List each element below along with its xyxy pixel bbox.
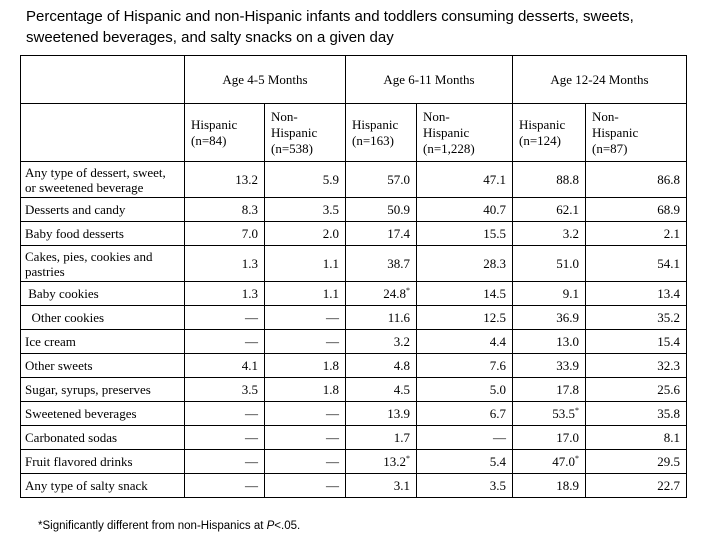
- value-cell: [265, 330, 346, 354]
- cell-value: 18.9: [556, 477, 579, 493]
- subheader-line: Non-: [592, 108, 619, 124]
- value-cell: [586, 306, 687, 330]
- cell-value: 53.5: [552, 405, 575, 421]
- value-cell: [417, 450, 513, 474]
- cell-value: 13.0: [556, 333, 579, 349]
- subheader-cell: [265, 104, 346, 162]
- cell-value: 28.3: [483, 255, 506, 271]
- page-title: Percentage of Hispanic and non-Hispanic infants and toddlers consuming desserts, sweets, sweetened beverages, and salty snacks on a given day: [26, 8, 634, 46]
- value-cell: [586, 162, 687, 198]
- cell-value: 1.8: [322, 357, 339, 373]
- cell-value: 86.8: [657, 171, 680, 187]
- cell-value: 7.6: [489, 357, 506, 373]
- cell-value: 13.2: [383, 453, 406, 469]
- value-cell: [265, 246, 346, 282]
- cell-value: —: [245, 477, 258, 493]
- value-cell: [417, 246, 513, 282]
- value-cell: [265, 450, 346, 474]
- value-cell: [417, 162, 513, 198]
- cell-value: 3.1: [393, 477, 410, 493]
- row-label: Baby food desserts: [21, 222, 185, 246]
- row-label: Carbonated sodas: [21, 426, 185, 450]
- cell-value: —: [326, 309, 339, 325]
- row-label: Sugar, syrups, preserves: [21, 378, 185, 402]
- cell-value: 8.3: [241, 201, 258, 217]
- table-row: [21, 426, 687, 450]
- cell-value: 17.8: [556, 381, 579, 397]
- value-cell: [586, 474, 687, 498]
- cell-value: 13.4: [657, 285, 680, 301]
- value-cell: [513, 222, 586, 246]
- cell-value: —: [493, 429, 506, 445]
- cell-value: 1.8: [322, 381, 339, 397]
- footnote-suffix: <.05.: [274, 520, 301, 532]
- cell-value: 3.2: [562, 225, 579, 241]
- value-cell: [513, 162, 586, 198]
- cell-value: 5.0: [489, 381, 506, 397]
- value-cell: [185, 306, 265, 330]
- significance-marker: *: [406, 285, 410, 295]
- value-cell: [185, 222, 265, 246]
- subheader-line: Hispanic: [352, 116, 399, 132]
- significance-marker: *: [406, 453, 410, 463]
- subheader-cell: [417, 104, 513, 162]
- cell-value: 3.2: [393, 333, 410, 349]
- value-cell: [265, 282, 346, 306]
- table-row: [21, 246, 687, 282]
- row-label: Desserts and candy: [21, 198, 185, 222]
- value-cell: [513, 330, 586, 354]
- cell-value: —: [326, 333, 339, 349]
- value-cell: [265, 198, 346, 222]
- row-label: Any type of dessert, sweet, or sweetened beverage: [21, 162, 185, 198]
- subheader-cell: [586, 104, 687, 162]
- row-label: Fruit flavored drinks: [21, 450, 185, 474]
- cell-value: 4.4: [489, 333, 506, 349]
- value-cell: [265, 378, 346, 402]
- value-cell: [346, 474, 417, 498]
- cell-value: 7.0: [241, 225, 258, 241]
- subheader-line: (n=87): [592, 140, 628, 156]
- value-cell: [185, 426, 265, 450]
- cell-value: 38.7: [387, 255, 410, 271]
- cell-value: 57.0: [387, 171, 410, 187]
- value-cell: [346, 426, 417, 450]
- cell-value: 3.5: [241, 381, 258, 397]
- cell-value: 3.5: [489, 477, 506, 493]
- group-header: Age 12-24 Months: [513, 56, 687, 104]
- value-cell: [513, 198, 586, 222]
- cell-value: —: [326, 429, 339, 445]
- value-cell: [513, 450, 586, 474]
- value-cell: [265, 222, 346, 246]
- value-cell: [265, 474, 346, 498]
- value-cell: [513, 282, 586, 306]
- cell-value: 62.1: [556, 201, 579, 217]
- row-label: Baby cookies: [21, 282, 185, 306]
- value-cell: [185, 282, 265, 306]
- value-cell: [185, 198, 265, 222]
- corner-cell: [21, 56, 185, 104]
- cell-value: —: [326, 453, 339, 469]
- subheader-cell: [346, 104, 417, 162]
- row-label: Cakes, pies, cookies and pastries: [21, 246, 185, 282]
- cell-value: —: [245, 333, 258, 349]
- footnote-p: P: [266, 520, 275, 532]
- subheader-line: Non-: [423, 108, 450, 124]
- value-cell: [417, 402, 513, 426]
- group-header: Age 6-11 Months: [346, 56, 513, 104]
- value-cell: [346, 330, 417, 354]
- value-cell: [586, 378, 687, 402]
- value-cell: [513, 378, 586, 402]
- value-cell: [586, 450, 687, 474]
- cell-value: 33.9: [556, 357, 579, 373]
- row-label: Sweetened beverages: [21, 402, 185, 426]
- table-row: [21, 450, 687, 474]
- table-row: [21, 222, 687, 246]
- subheader-line: Non-: [271, 108, 298, 124]
- cell-value: 24.8: [383, 285, 406, 301]
- cell-value: —: [245, 429, 258, 445]
- value-cell: [346, 306, 417, 330]
- cell-value: 8.1: [663, 429, 680, 445]
- subheader-cell: [513, 104, 586, 162]
- value-cell: [346, 450, 417, 474]
- cell-value: 5.9: [322, 171, 339, 187]
- cell-value: 50.9: [387, 201, 410, 217]
- cell-value: 15.5: [483, 225, 506, 241]
- value-cell: [417, 330, 513, 354]
- subheader-line: Hispanic: [271, 124, 318, 140]
- table-row: [21, 330, 687, 354]
- value-cell: [417, 222, 513, 246]
- significance-marker: *: [575, 405, 579, 415]
- value-cell: [513, 246, 586, 282]
- value-cell: [346, 246, 417, 282]
- cell-value: 11.6: [387, 309, 410, 325]
- cell-value: 54.1: [657, 255, 680, 271]
- row-label: Other sweets: [21, 354, 185, 378]
- value-cell: [265, 354, 346, 378]
- value-cell: [185, 378, 265, 402]
- table-row: [21, 198, 687, 222]
- value-cell: [185, 402, 265, 426]
- cell-value: 15.4: [657, 333, 680, 349]
- value-cell: [417, 378, 513, 402]
- value-cell: [586, 222, 687, 246]
- cell-value: —: [245, 309, 258, 325]
- subheader-row: [21, 104, 687, 162]
- value-cell: [417, 426, 513, 450]
- cell-value: —: [245, 453, 258, 469]
- value-cell: [185, 246, 265, 282]
- cell-value: 1.3: [241, 255, 258, 271]
- value-cell: [346, 282, 417, 306]
- table-row: [21, 282, 687, 306]
- cell-value: 35.8: [657, 405, 680, 421]
- value-cell: [346, 378, 417, 402]
- cell-value: 51.0: [556, 255, 579, 271]
- cell-value: 2.1: [663, 225, 680, 241]
- data-table: [20, 55, 687, 498]
- cell-value: 1.1: [322, 285, 339, 301]
- cell-value: 1.1: [322, 255, 339, 271]
- value-cell: [417, 474, 513, 498]
- subheader-line: Hispanic: [423, 124, 470, 140]
- footnote: [38, 520, 300, 532]
- subheader-line: (n=84): [191, 132, 227, 148]
- cell-value: 3.5: [322, 201, 339, 217]
- value-cell: [185, 474, 265, 498]
- cell-value: 47.1: [483, 171, 506, 187]
- cell-value: 12.5: [483, 309, 506, 325]
- value-cell: [185, 330, 265, 354]
- cell-value: 47.0: [552, 453, 575, 469]
- group-header-row: [21, 56, 687, 104]
- subheader-line: Hispanic: [191, 116, 238, 132]
- value-cell: [417, 198, 513, 222]
- cell-value: 35.2: [657, 309, 680, 325]
- cell-value: 4.5: [393, 381, 410, 397]
- subheader-line: Hispanic: [519, 116, 566, 132]
- table-row: [21, 354, 687, 378]
- row-label: Other cookies: [21, 306, 185, 330]
- subheader-line: (n=538): [271, 140, 313, 156]
- row-label: Any type of salty snack: [21, 474, 185, 498]
- value-cell: [513, 426, 586, 450]
- value-cell: [417, 354, 513, 378]
- subheader-line: (n=124): [519, 132, 561, 148]
- subheader-line: Hispanic: [592, 124, 639, 140]
- value-cell: [513, 474, 586, 498]
- value-cell: [346, 198, 417, 222]
- value-cell: [586, 330, 687, 354]
- cell-value: 88.8: [556, 171, 579, 187]
- cell-value: —: [245, 405, 258, 421]
- value-cell: [513, 354, 586, 378]
- value-cell: [185, 354, 265, 378]
- cell-value: 9.1: [562, 285, 579, 301]
- cell-value: 25.6: [657, 381, 680, 397]
- value-cell: [586, 282, 687, 306]
- cell-value: 13.2: [235, 171, 258, 187]
- cell-value: 17.4: [387, 225, 410, 241]
- value-cell: [513, 402, 586, 426]
- table-row: [21, 402, 687, 426]
- cell-value: 17.0: [556, 429, 579, 445]
- cell-value: 5.4: [489, 453, 506, 469]
- cell-value: 2.0: [322, 225, 339, 241]
- subheader-cell: [185, 104, 265, 162]
- cell-value: 36.9: [556, 309, 579, 325]
- cell-value: 4.1: [241, 357, 258, 373]
- table-row: [21, 306, 687, 330]
- value-cell: [513, 306, 586, 330]
- value-cell: [586, 426, 687, 450]
- value-cell: [586, 354, 687, 378]
- value-cell: [346, 162, 417, 198]
- cell-value: 4.8: [393, 357, 410, 373]
- value-cell: [586, 198, 687, 222]
- cell-value: 14.5: [483, 285, 506, 301]
- cell-value: 1.3: [241, 285, 258, 301]
- cell-value: 68.9: [657, 201, 680, 217]
- value-cell: [346, 402, 417, 426]
- value-cell: [265, 162, 346, 198]
- value-cell: [265, 306, 346, 330]
- subheader-line: (n=1,228): [423, 140, 475, 156]
- value-cell: [346, 222, 417, 246]
- cell-value: 29.5: [657, 453, 680, 469]
- cell-value: 1.7: [393, 429, 410, 445]
- value-cell: [185, 162, 265, 198]
- subheader-line: (n=163): [352, 132, 394, 148]
- table-row: [21, 474, 687, 498]
- footnote-prefix: *Significantly different from non-Hispanics at: [38, 520, 267, 532]
- cell-value: 6.7: [489, 405, 506, 421]
- table-body: [21, 56, 687, 498]
- cell-value: 40.7: [483, 201, 506, 217]
- table-row: [21, 378, 687, 402]
- significance-marker: *: [575, 453, 579, 463]
- cell-value: 32.3: [657, 357, 680, 373]
- value-cell: [417, 282, 513, 306]
- cell-value: —: [326, 477, 339, 493]
- value-cell: [586, 246, 687, 282]
- cell-value: 13.9: [387, 405, 410, 421]
- table-row: [21, 162, 687, 198]
- cell-value: 22.7: [657, 477, 680, 493]
- value-cell: [265, 402, 346, 426]
- value-cell: [417, 306, 513, 330]
- value-cell: [265, 426, 346, 450]
- value-cell: [185, 450, 265, 474]
- cell-value: —: [326, 405, 339, 421]
- row-label: Ice cream: [21, 330, 185, 354]
- value-cell: [346, 354, 417, 378]
- corner-cell: [21, 104, 185, 162]
- group-header: Age 4-5 Months: [185, 56, 346, 104]
- value-cell: [586, 402, 687, 426]
